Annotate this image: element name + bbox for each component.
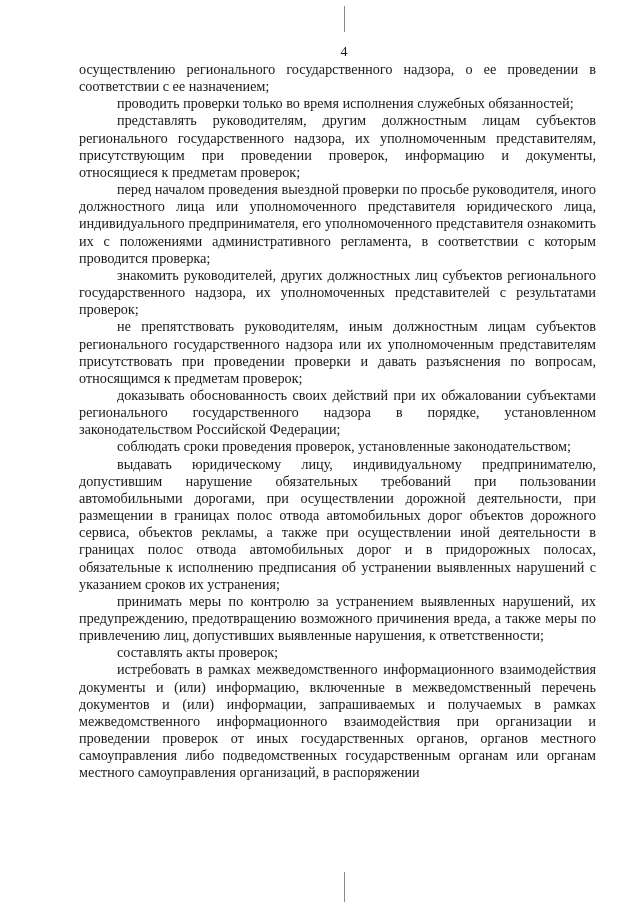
paragraph-11: составлять акты проверок;: [117, 645, 279, 662]
paragraph-8: соблюдать сроки проведения проверок, установленные законодательством;: [117, 439, 571, 456]
scan-fold-line-top: [344, 6, 345, 32]
paragraph-7: доказывать обоснованность своих действий при их обжаловании субъектами регионального государственного надзора в порядке, установленном законодательством Российской Федерации;: [79, 387, 596, 439]
document-body: [79, 62, 596, 783]
paragraph-1: осуществлению регионального государственного надзора, о ее проведении в соответствии с ее назначением;: [79, 62, 596, 96]
paragraph-9: выдавать юридическому лицу, индивидуальному предпринимателю, допустившим нарушение обязательных требований при пользовании автомобильными дорогами, при осуществлении дорожной деятельности, при размещении в границах полос отвода автомобильных дорог объектов дорожного сервиса, объектов рекламы, а также при осуществлении иной деятельности в границах полос отвода автомобильных дорог и в придорожных полосах, обязательные к исполнению предписания об устранении выявленных нарушений с указанием сроков их устранения;: [79, 456, 596, 593]
paragraph-5: знакомить руководителей, других должностных лиц субъектов регионального государственного надзора, их уполномоченных представителей с результатами проверок;: [79, 267, 596, 319]
paragraph-3: представлять руководителям, другим должностным лицам субъектов регионального государственного надзора, их уполномоченным представителям, присутствующим при проведении проверок, информацию и документы, относящиеся к предметам проверок;: [79, 113, 596, 181]
page-number: 4: [340, 45, 348, 60]
paragraph-12: истребовать в рамках межведомственного информационного взаимодействия документы и (или) информацию, включенные в межведомственный перечень документов и (или) информации, запрашиваемых и получаемых в рамках межведомственного информационного взаимодействия при организации и проведении проверок от иных государственных органов, органов местного самоуправления либо подведомственных государственным органам или органам местного самоуправления организаций, в распоряжении: [79, 662, 596, 782]
paragraph-2: проводить проверки только во время исполнения служебных обязанностей;: [117, 96, 574, 113]
paragraph-4: перед началом проведения выездной проверки по просьбе руководителя, иного должностного лица или уполномоченного представителя юридического лица, индивидуального предпринимателя, его уполномоченного представителя ознакомить их с положениями административного регламента, в соответствии с которым проводится проверка;: [79, 182, 596, 267]
paragraph-6: не препятствовать руководителям, иным должностным лицам субъектов регионального государственного надзора или их уполномоченным представителям присутствовать при проведении проверки и давать разъяснения по вопросам, относящимся к предметам проверок;: [79, 319, 596, 387]
paragraph-10: принимать меры по контролю за устранением выявленных нарушений, их предупреждению, предотвращению возможного причинения вреда, а также меры по привлечению лиц, допустивших выявленные нарушения, к ответственности;: [79, 593, 596, 645]
scan-fold-line-bottom: [344, 872, 345, 902]
